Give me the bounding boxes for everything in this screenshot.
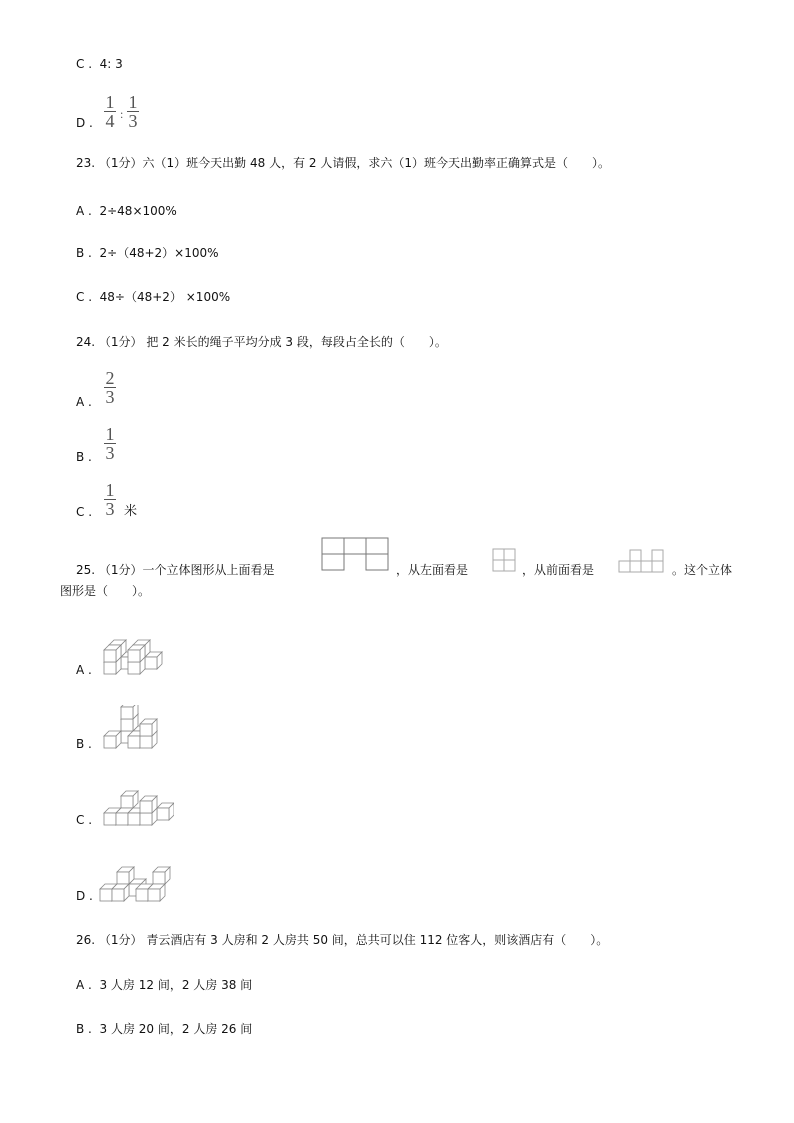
option-c-cube-figure	[102, 782, 174, 827]
cube	[104, 645, 121, 662]
q25-option-b[interactable]: B .	[76, 737, 92, 751]
fraction	[104, 426, 116, 461]
option-text: 3 人房 20 间，2 人房 26 间	[99, 1022, 253, 1036]
cube	[112, 884, 129, 901]
numerator: 1	[128, 92, 138, 112]
numerator: 2	[105, 368, 115, 388]
numerator: 1	[105, 424, 115, 444]
q24-option-c[interactable]	[76, 504, 138, 519]
q25-option-a[interactable]: A .	[76, 663, 92, 677]
cube	[121, 791, 138, 808]
unit: 米	[124, 504, 138, 519]
option-text: 3 人房 12 间，2 人房 38 间	[99, 978, 253, 992]
denominator: 3	[105, 387, 115, 407]
option-label: C .	[76, 505, 93, 519]
q23-option-a[interactable]	[76, 204, 177, 218]
denominator: 3	[105, 499, 115, 519]
fraction	[104, 94, 116, 129]
cube	[121, 705, 138, 719]
q25-stem: 25. （1分）一个立体图形从上面看是	[76, 563, 275, 577]
cube	[148, 884, 165, 901]
option-label: A .	[76, 978, 92, 992]
fraction	[104, 370, 116, 405]
option-label: C .	[76, 290, 93, 304]
q26-option-a[interactable]	[76, 978, 252, 992]
option-label: B .	[76, 1022, 92, 1036]
q25-stem-line2: 图形是（ ）。	[60, 584, 151, 598]
cube	[140, 796, 157, 813]
q22-option-c[interactable]	[76, 57, 123, 71]
option-text: 2÷48×100%	[99, 204, 177, 218]
option-d-cube-figure	[98, 858, 174, 903]
fraction	[104, 482, 116, 517]
option-label: D .	[76, 116, 93, 130]
q25-stem-part: ，从前面看是	[522, 563, 595, 577]
option-label: B .	[76, 246, 92, 260]
cube	[157, 803, 174, 820]
option-text: 4: 3	[99, 57, 123, 71]
numerator: 1	[105, 480, 115, 500]
q26-stem: 26. （1分） 青云酒店有 3 人房和 2 人房共 50 间，总共可以住 112 位客人，则该酒店有（ ）。	[76, 933, 609, 947]
q23-stem: 23. （1分）六（1）班今天出勤 48 人，有 2 人请假，求六（1）班今天出勤率正确算式是（ ）。	[76, 156, 610, 170]
option-a-cube-figure	[102, 634, 174, 676]
top-view-figure	[321, 537, 391, 573]
option-label: C .	[76, 57, 93, 71]
cube	[104, 731, 121, 748]
denominator: 4	[105, 111, 115, 131]
q26-option-b[interactable]	[76, 1022, 252, 1036]
q24-option-b[interactable]: B .	[76, 450, 92, 464]
q25-option-d[interactable]: D .	[76, 889, 93, 903]
option-label: A .	[76, 204, 92, 218]
cube	[117, 867, 134, 884]
fraction	[127, 94, 139, 129]
cube	[128, 645, 145, 662]
q23-option-b[interactable]	[76, 246, 219, 260]
front-view-figure	[618, 549, 668, 575]
option-b-cube-figure	[102, 705, 174, 750]
q24-option-a[interactable]: A .	[76, 395, 92, 409]
left-view-figure	[492, 548, 518, 574]
denominator: 3	[105, 443, 115, 463]
ratio-sign: :	[120, 107, 124, 121]
option-text: 2÷（48+2）×100%	[99, 246, 219, 260]
q25-stem-part: 。这个立体	[672, 563, 733, 577]
q23-option-c[interactable]	[76, 290, 230, 304]
q22-option-d[interactable]	[76, 116, 93, 130]
q25-option-c[interactable]: C .	[76, 813, 93, 827]
q25-stem-part: ，从左面看是	[396, 563, 469, 577]
option-text: 48÷（48+2） ×100%	[99, 290, 231, 304]
cube	[153, 867, 170, 884]
cube	[140, 719, 157, 736]
numerator: 1	[105, 92, 115, 112]
denominator: 3	[128, 111, 138, 131]
q24-stem: 24. （1分） 把 2 米长的绳子平均分成 3 段，每段占全长的（ ）。	[76, 335, 447, 349]
